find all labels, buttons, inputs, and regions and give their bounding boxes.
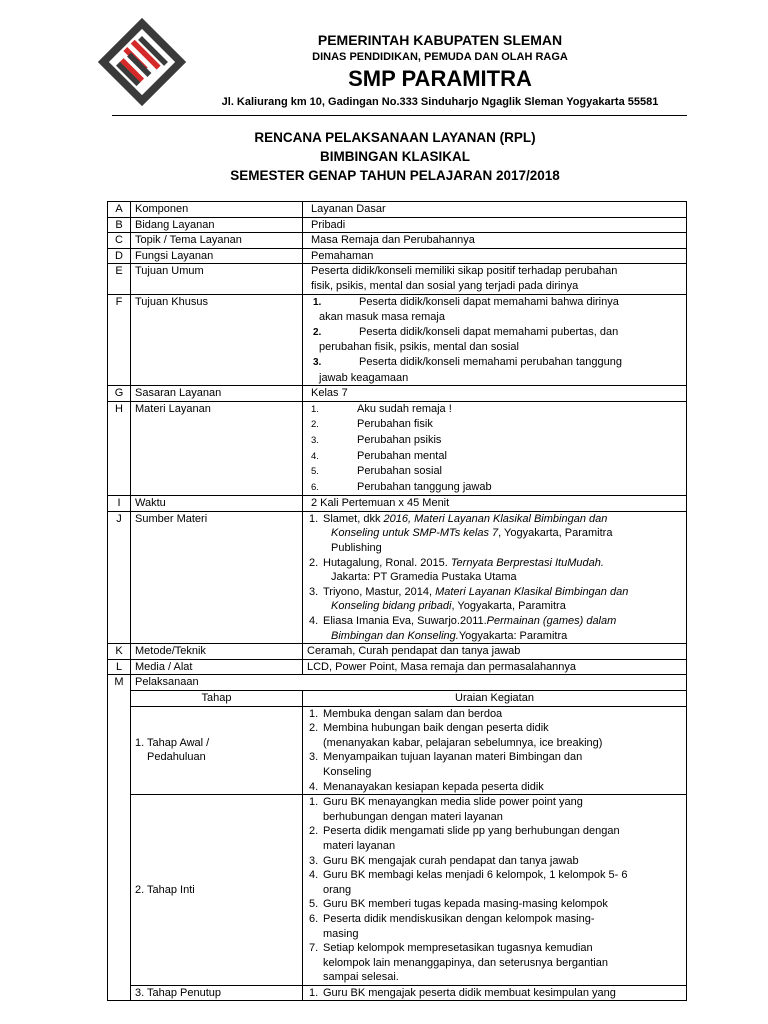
- stage-row-inti: [108, 795, 687, 986]
- list-item: 1. Peserta didik/konseli dapat memahami bahwa dirinya akan masuk masa remaja: [313, 295, 619, 324]
- stage-row-penutup: [108, 985, 687, 1001]
- row-d: [108, 248, 687, 264]
- row-value: LCD, Power Point, Masa remaja dan permasalahannya: [303, 659, 687, 675]
- school-name: SMP PARAMITRA: [348, 66, 532, 91]
- list-item: 1. Slamet, dkk 2016, Materi Layanan Klasikal Bimbingan dan Konseling untuk SMP-MTs kelas 7, Yogyakarta, Paramitra Publishing: [309, 512, 613, 555]
- doc-semester: SEMESTER GENAP TAHUN PELAJARAN 2017/2018: [230, 168, 560, 183]
- list-item: 6. Peserta didik mendiskusikan dengan kelompok masing- masing: [309, 912, 595, 940]
- tujuan-khusus-list: [311, 295, 682, 386]
- stage-name: 1. Tahap Awal / Pedahuluan: [131, 706, 303, 795]
- list-item: 7. Setiap kelompok mempresetasikan tugasnya kemudian kelompok lain menanggapinya, dan seterusnya bergantian sampai selesai.: [309, 942, 608, 984]
- row-label: Pelaksanaan: [131, 675, 687, 691]
- row-value: Pribadi: [303, 217, 687, 233]
- row-label: Komponen: [131, 202, 303, 218]
- row-code: A: [108, 202, 131, 218]
- list-item: 3. Menyampaikan tujuan layanan materi Bimbingan dan Konseling: [309, 751, 583, 778]
- row-value: Layanan Dasar: [303, 202, 687, 218]
- row-code: F: [108, 294, 131, 386]
- row-code: B: [108, 217, 131, 233]
- stage-activities: [303, 985, 687, 1001]
- row-code: I: [108, 496, 131, 512]
- row-label: Metode/Teknik: [131, 644, 303, 660]
- list-item: 2. Hutagalung, Ronal. 2015. Ternyata Berprestasi ItuMudah. Jakarta: PT Gramedia Pustaka Utama: [309, 556, 604, 584]
- row-label: Tujuan Umum: [131, 264, 303, 294]
- list-item: 1. Guru BK mengajak peserta didik membuat kesimpulan yang: [309, 986, 616, 999]
- row-c: [108, 233, 687, 249]
- row-f: [108, 294, 687, 386]
- list-item: 1. Membuka dengan salam dan berdoa: [309, 707, 503, 720]
- row-j: [108, 511, 687, 643]
- list-item: 4. Eliasa Imania Eva, Suwarjo.2011.Permainan (games) dalam Bimbingan dan Konseling.Yogyakarta: Paramitra: [309, 615, 617, 642]
- activity-list: [307, 795, 682, 985]
- row-value: Pemahaman: [303, 248, 687, 264]
- list-item: 3. Guru BK mengajak curah pendapat dan tanya jawab: [309, 854, 579, 867]
- col-header-tahap: Tahap: [131, 691, 303, 707]
- row-value: [303, 264, 687, 294]
- row-code: M: [108, 675, 131, 1001]
- row-value: [303, 401, 687, 496]
- row-code: K: [108, 644, 131, 660]
- gov-heading: PEMERINTAH KABUPATEN SLEMAN: [317, 32, 563, 48]
- list-item: 5. Guru BK memberi tugas kepada masing-masing kelompok: [309, 898, 608, 911]
- row-code: L: [108, 659, 131, 675]
- row-label: Sumber Materi: [131, 511, 303, 643]
- row-k: [108, 644, 687, 660]
- school-address: Jl. Kaliurang km 10, Gadingan No.333 Sinduharjo Ngaglik Sleman Yogyakarta 55581: [221, 96, 659, 108]
- row-h: [108, 401, 687, 496]
- row-code: J: [108, 511, 131, 643]
- list-item: 3. Peserta didik/konseli memahami perubahan tanggung jawab keagamaan: [313, 355, 622, 384]
- row-g: [108, 386, 687, 402]
- row-code: H: [108, 401, 131, 496]
- row-label: Media / Alat: [131, 659, 303, 675]
- stage-activities: [303, 795, 687, 986]
- list-item: 6. Perubahan tanggung jawab: [311, 480, 492, 493]
- row-value: Kelas 7: [303, 386, 687, 402]
- list-item: 2. Peserta didik/konseli dapat memahami pubertas, dan perubahan fisik, psikis, mental dan sosial: [313, 325, 619, 354]
- row-label: Waktu: [131, 496, 303, 512]
- stage-activities: [303, 706, 687, 795]
- row-value: 2 Kali Pertemuan x 45 Menit: [303, 496, 687, 512]
- row-value: [303, 294, 687, 386]
- row-i: [108, 496, 687, 512]
- doc-subtitle: BIMBINGAN KLASIKAL: [320, 149, 470, 164]
- row-value: Masa Remaja dan Perubahannya: [303, 233, 687, 249]
- stage-row-awal: [108, 706, 687, 795]
- row-label: Fungsi Layanan: [131, 248, 303, 264]
- list-item: 3. Triyono, Mastur, 2014, Materi Layanan Klasikal Bimbingan dan Konseling bidang pribadi, Yogyakarta, Paramitra: [309, 585, 629, 613]
- stage-name: 3. Tahap Penutup: [131, 985, 303, 1001]
- row-code: C: [108, 233, 131, 249]
- row-label: Materi Layanan: [131, 401, 303, 496]
- list-item: 4. Menanayakan kesiapan kepada peserta didik: [309, 780, 544, 793]
- tujuan-umum-line: Peserta didik/konseli memiliki sikap positif terhadap perubahan: [311, 265, 618, 278]
- list-item: 2. Membina hubungan baik dengan peserta didik (menanyakan kabar, pelajaran sebelumnya, ice breaking): [309, 722, 603, 749]
- row-value: [303, 511, 687, 643]
- materi-list: [311, 402, 682, 496]
- row-label: Topik / Tema Layanan: [131, 233, 303, 249]
- row-label: Tujuan Khusus: [131, 294, 303, 386]
- header-divider: [112, 115, 687, 116]
- list-item: 2. Peserta didik mengamati slide pp yang berhubungan dengan materi layanan: [309, 825, 620, 852]
- list-item: 5. Perubahan sosial: [311, 465, 443, 478]
- tujuan-umum-line: fisik, psikis, mental dan sosial yang terjadi pada dirinya: [311, 279, 579, 292]
- dept-heading: DINAS PENDIDIKAN, PEMUDA DAN OLAH RAGA: [312, 51, 568, 63]
- stage-name: 2. Tahap Inti: [131, 795, 303, 986]
- list-item: 4. Perubahan mental: [311, 449, 447, 462]
- rpl-table: [107, 201, 687, 1001]
- col-header-uraian: Uraian Kegiatan: [303, 691, 687, 707]
- row-e: [108, 264, 687, 294]
- row-value: Ceramah, Curah pendapat dan tanya jawab: [303, 644, 687, 660]
- row-a: [108, 202, 687, 218]
- pelaksanaan-header-row: [108, 691, 687, 707]
- activity-list: [307, 707, 682, 795]
- list-item: 2. Perubahan fisik: [311, 418, 433, 431]
- list-item: 4. Guru BK membagi kelas menjadi 6 kelompok, 1 kelompok 5- 6 orang: [309, 869, 628, 896]
- list-item: 3. Perubahan psikis: [311, 433, 442, 446]
- row-code: G: [108, 386, 131, 402]
- activity-list: [307, 986, 682, 1001]
- row-label: Sasaran Layanan: [131, 386, 303, 402]
- list-item: 1. Guru BK menayangkan media slide power point yang berhubungan dengan materi layanan: [309, 796, 583, 823]
- row-label: Bidang Layanan: [131, 217, 303, 233]
- list-item: 1. Aku sudah remaja !: [311, 402, 452, 415]
- row-l: [108, 659, 687, 675]
- row-code: E: [108, 264, 131, 294]
- doc-title: RENCANA PELAKSANAAN LAYANAN (RPL): [254, 130, 536, 145]
- row-code: D: [108, 248, 131, 264]
- row-m: [108, 675, 687, 691]
- sumber-list: [307, 512, 682, 643]
- row-b: [108, 217, 687, 233]
